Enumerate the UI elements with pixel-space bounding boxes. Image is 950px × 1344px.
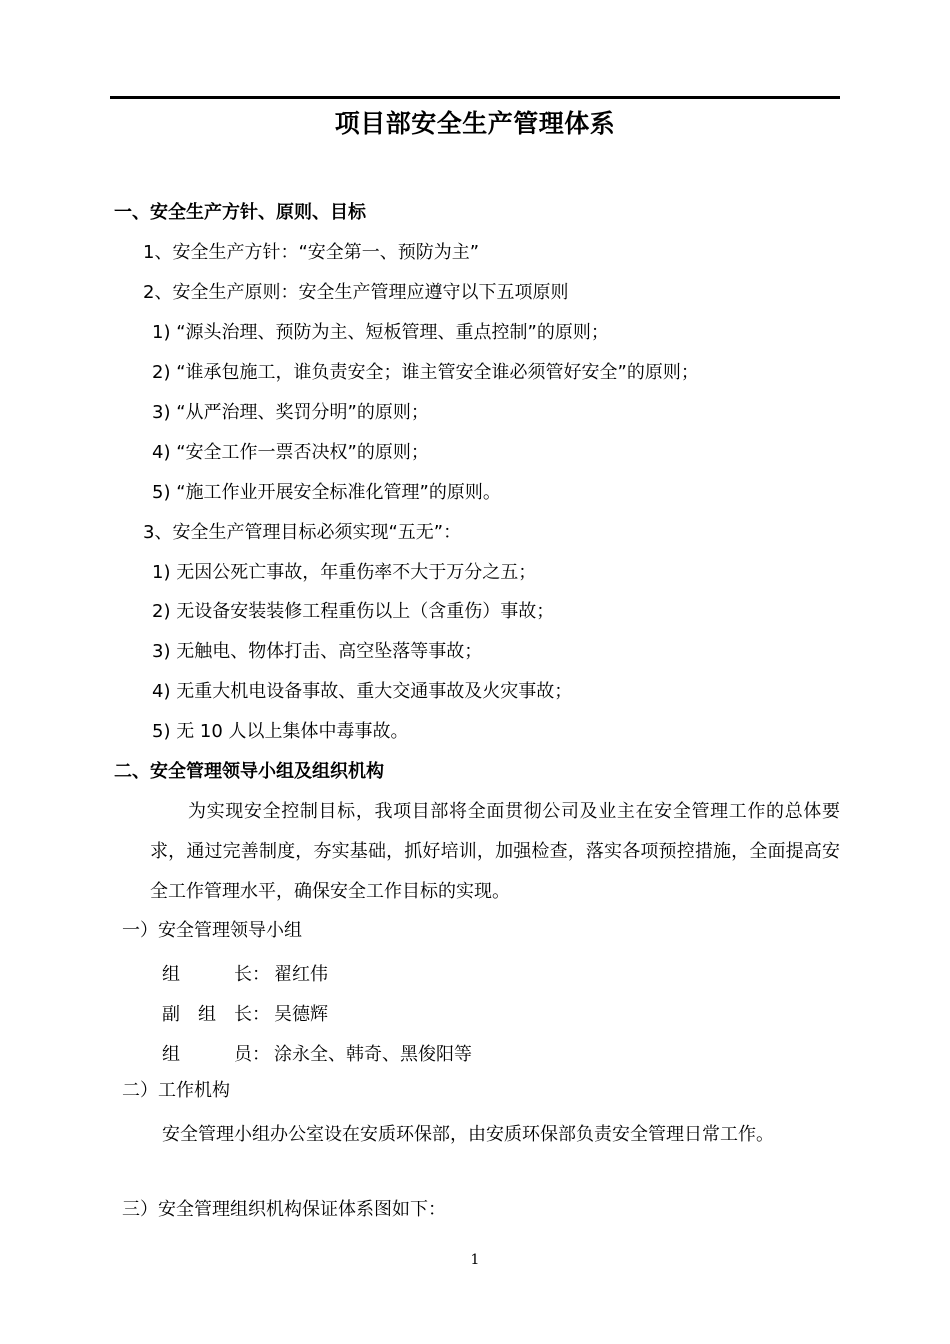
goal-item: 3) 无触电、物体打击、高空坠落等事故； (152, 641, 483, 662)
goal-item: 1) 无因公死亡事故，年重伤率不大于万分之五； (152, 562, 537, 583)
member-row-deputy (162, 1003, 328, 1027)
goals-intro: 3、安全生产管理目标必须实现“五无”： (143, 522, 462, 543)
section-1-heading: 一、安全生产方针、原则、目标 (114, 202, 366, 223)
page-number: 1 (470, 1252, 480, 1268)
leadership-group-heading: 一）安全管理领导小组 (122, 920, 302, 941)
principle-item: 2) “谁承包施工，谁负责安全；谁主管安全谁必须管好安全”的原则； (152, 362, 699, 383)
goal-item: 2) 无设备安装装修工程重伤以上（含重伤）事故； (152, 601, 555, 622)
header-rule (110, 96, 840, 99)
principles-intro: 2、安全生产原则：安全生产管理应遵守以下五项原则 (143, 282, 569, 303)
member-role: 副 组 长： (162, 1004, 270, 1025)
principle-item: 5) “施工作业开展安全标准化管理”的原则。 (152, 482, 501, 503)
member-names: 吴德辉 (274, 1004, 328, 1025)
member-role: 组 长： (162, 964, 270, 985)
document-title: 项目部安全生产管理体系 (334, 109, 616, 138)
member-names: 翟红伟 (274, 964, 328, 985)
principle-item: 1) “源头治理、预防为主、短板管理、重点控制”的原则； (152, 322, 609, 343)
goal-item: 5) 无 10 人以上集体中毒事故。 (152, 721, 409, 742)
office-description: 安全管理小组办公室设在安质环保部，由安质环保部负责安全管理日常工作。 (162, 1124, 774, 1145)
section-2-heading: 二、安全管理领导小组及组织机构 (114, 761, 384, 782)
section-2-intro-paragraph: 为实现安全控制目标，我项目部将全面贯彻公司及业主在安全管理工作的总体要求，通过完善制度，夯实基础，抓好培训，加强检查，落实各项预控措施，全面提高安全工作管理水平，确保安全工作目标的实现。 (150, 801, 840, 902)
principle-item: 3) “从严治理、奖罚分明”的原则； (152, 402, 429, 423)
principle-item: 4) “安全工作一票否决权”的原则； (152, 442, 429, 463)
member-role: 组 员： (162, 1044, 270, 1065)
org-chart-heading: 三）安全管理组织机构保证体系图如下： (122, 1199, 446, 1220)
policy-item: 1、安全生产方针：“安全第一、预防为主” (143, 242, 480, 263)
member-row-members (162, 1043, 472, 1067)
goal-item: 4) 无重大机电设备事故、重大交通事故及火灾事故； (152, 681, 573, 702)
member-row-leader (162, 963, 328, 987)
work-organization-heading: 二）工作机构 (122, 1080, 230, 1101)
member-names: 涂永全、韩奇、黑俊阳等 (274, 1044, 472, 1065)
